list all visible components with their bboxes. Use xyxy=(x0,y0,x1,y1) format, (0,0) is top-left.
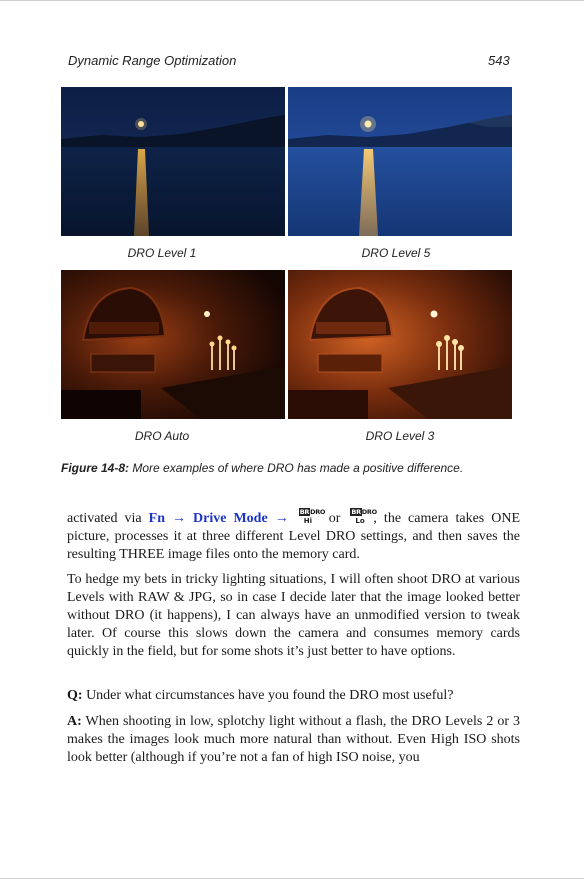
page-number: 543 xyxy=(488,53,510,68)
photo-dro-level-1 xyxy=(61,87,285,236)
paragraph-activation xyxy=(67,508,520,564)
answer xyxy=(67,713,520,767)
activation-rest: , the camera takes ONE picture, processes it at three different Level DRO settings, and then saves the resulting THREE image files onto the memory card. xyxy=(67,511,521,562)
bottom-rule xyxy=(0,878,584,879)
arrow-icon: → xyxy=(274,511,289,526)
answer-text: When shooting in low, splotchy light without a flash, the DRO Levels 2 or 3 makes the images look much more natural than without. Even High ISO shots look better (although if you’re not a fan of high ISO noise, you xyxy=(67,714,520,765)
figure-label: Figure 14-8: xyxy=(61,461,130,475)
arrow-icon: → xyxy=(172,511,187,526)
question-text: Under what circumstances have you found the DRO most useful? xyxy=(86,688,454,703)
photo-dro-auto xyxy=(61,270,285,419)
caption-dro-level-5: DRO Level 5 xyxy=(361,246,431,260)
dro-bracket-lo-icon: BRDRO Lo xyxy=(351,508,377,525)
fn-button-ref: Fn xyxy=(148,511,165,526)
top-rule xyxy=(0,0,584,1)
paragraph-hedge-bets: To hedge my bets in tricky lighting situations, I will often shoot DRO at various Levels with RAW & JPG, so in case I decide later that the image looked better without DRO (it happens), I can always have an unmodified version to tweak later. Of course this slows down the camera and consumes memory cards quickly in the field, but for some shots it’s just better to have options. xyxy=(67,572,520,659)
photo-dro-level-3 xyxy=(288,270,512,419)
caption-dro-level-1: DRO Level 1 xyxy=(127,246,197,260)
figure-caption-text: More examples of where DRO has made a positive difference. xyxy=(132,461,464,475)
figure-caption xyxy=(61,461,531,475)
caption-dro-level-3: DRO Level 3 xyxy=(365,429,435,443)
activation-lead: activated via xyxy=(67,511,142,526)
question-label: Q: xyxy=(67,688,83,703)
drive-mode-ref: Drive Mode xyxy=(193,511,268,526)
dro-bracket-hi-icon: BRDRO Hi xyxy=(299,508,326,525)
or-word: or xyxy=(328,511,341,526)
question xyxy=(67,687,520,705)
running-header-title: Dynamic Range Optimization xyxy=(68,53,237,68)
caption-dro-auto: DRO Auto xyxy=(134,429,190,443)
photo-dro-level-5 xyxy=(288,87,512,236)
answer-label: A: xyxy=(67,714,82,729)
